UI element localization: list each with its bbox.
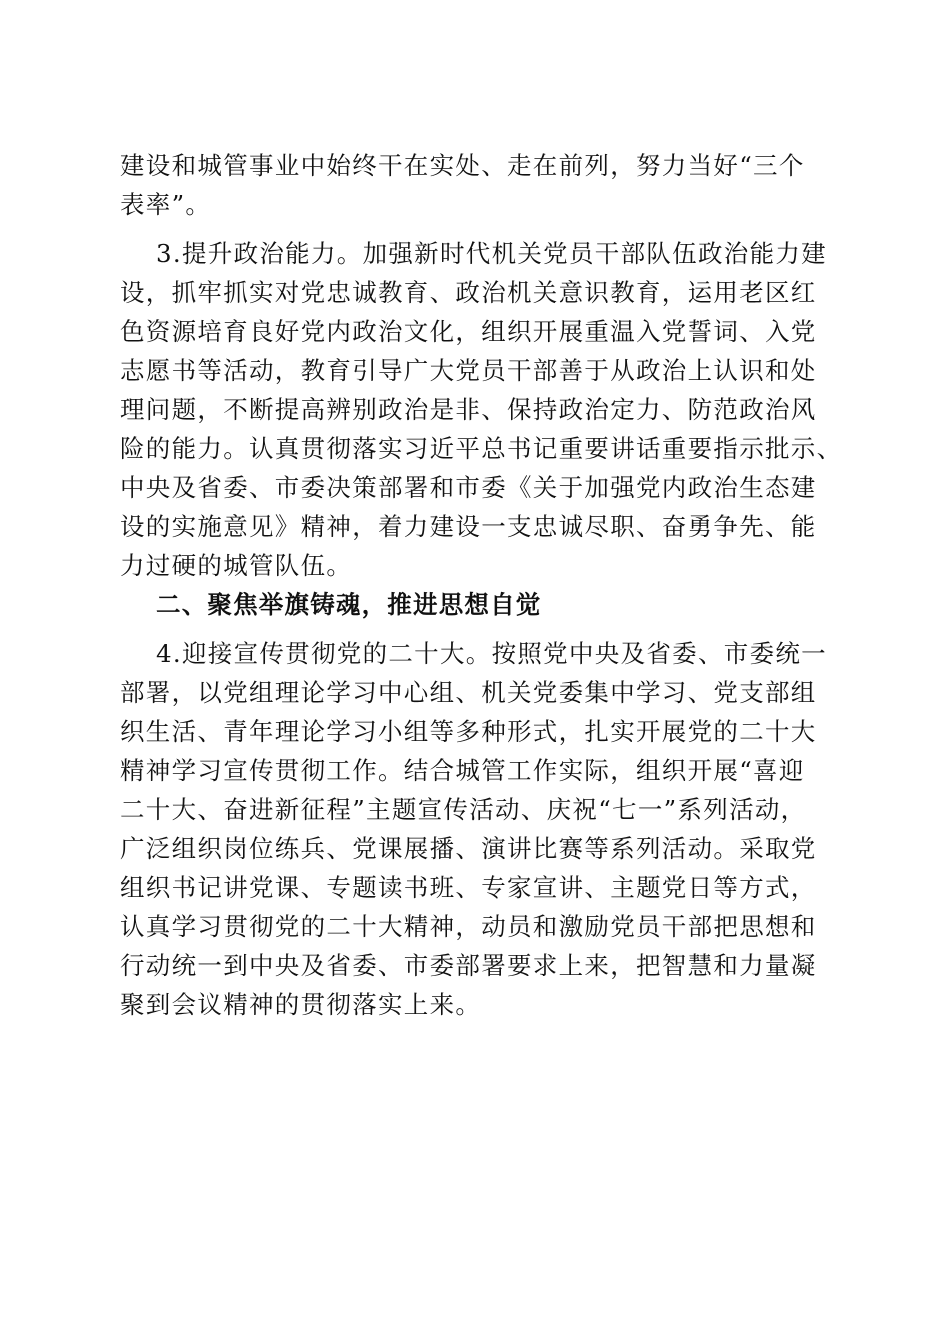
paragraph-line: 险的能力。认真贯彻落实习近平总书记重要讲话重要指示批示、 (120, 434, 843, 463)
paragraph-line: 织生活、青年理论学习小组等多种形式，扎实开展党的二十大 (120, 717, 817, 746)
paragraph-line: 精神学习宣传贯彻工作。结合城管工作实际，组织开展“喜迎 (120, 756, 805, 785)
paragraph-line: 行动统一到中央及省委、市委部署要求上来，把智慧和力量凝 (120, 951, 817, 980)
paragraph-line: 二十大、奋进新征程”主题宣传活动、庆祝“七一”系列活动， (120, 795, 807, 824)
paragraph-line: 建设和城管事业中始终干在实处、走在前列，努力当好“三个 (120, 151, 805, 180)
paragraph-line: 4.迎接宣传贯彻党的二十大。按照党中央及省委、市委统一 (156, 639, 827, 668)
paragraph-line: 中央及省委、市委决策部署和市委《关于加强党内政治生态建 (120, 473, 817, 502)
paragraph-line: 3.提升政治能力。加强新时代机关党员干部队伍政治能力建 (156, 239, 827, 268)
paragraph-line: 色资源培育良好党内政治文化，组织开展重温入党誓词、入党 (120, 317, 817, 346)
paragraph-line: 力过硬的城管队伍。 (120, 551, 353, 580)
paragraph-line: 设的实施意见》精神，着力建设一支忠诚尽职、奋勇争先、能 (120, 512, 817, 541)
paragraph-line: 部署，以党组理论学习中心组、机关党委集中学习、党支部组 (120, 678, 817, 707)
paragraph-line: 聚到会议精神的贯彻落实上来。 (120, 990, 482, 1019)
section-heading: 二、聚焦举旗铸魂，推进思想自觉 (156, 590, 542, 619)
paragraph-line: 认真学习贯彻党的二十大精神，动员和激励党员干部把思想和 (120, 912, 817, 941)
paragraph-line: 志愿书等活动，教育引导广大党员干部善于从政治上认识和处 (120, 356, 817, 385)
paragraph-line: 表率”。 (120, 190, 212, 219)
paragraph-line: 广泛组织岗位练兵、党课展播、演讲比赛等系列活动。采取党 (120, 834, 817, 863)
paragraph-line: 组织书记讲党课、专题读书班、专家宣讲、主题党日等方式， (120, 873, 817, 902)
paragraph-line: 设，抓牢抓实对党忠诚教育、政治机关意识教育，运用老区红 (120, 278, 817, 307)
paragraph-line: 理问题，不断提高辨别政治是非、保持政治定力、防范政治风 (120, 395, 817, 424)
